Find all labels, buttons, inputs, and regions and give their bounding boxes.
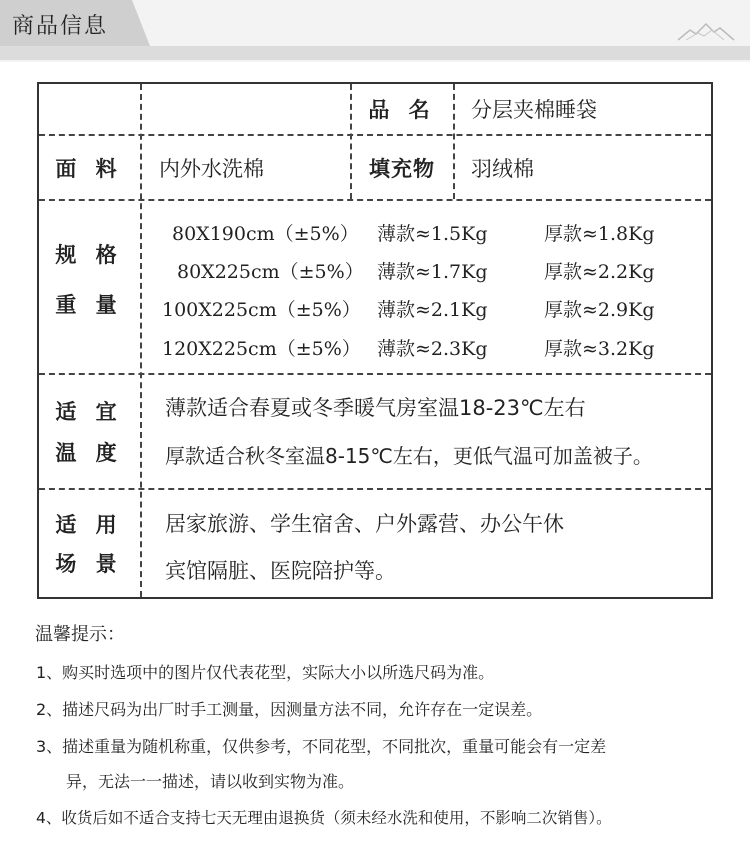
spec-thick-weight: 厚款≈1.8Kg	[544, 223, 655, 245]
scenario-line: 居家旅游、学生宿舍、户外露营、办公午休	[165, 512, 564, 536]
spec-thin-weight: 薄款≈1.7Kg	[377, 261, 488, 283]
spec-thick-weight: 厚款≈3.2Kg	[544, 338, 655, 360]
spec-thick-weight: 厚款≈2.2Kg	[544, 261, 655, 283]
spec-thin-weight: 薄款≈2.3Kg	[377, 338, 488, 360]
spec-size: 80X225cm（±5%）	[177, 261, 364, 283]
note-item: 4、收货后如不适合支持七天无理由退换货（须未经水洗和使用，不影响二次销售）。	[36, 809, 612, 827]
fabric-label: 面 料	[55, 156, 123, 181]
section-header	[0, 0, 750, 62]
temperature-label: 温 度	[55, 441, 123, 465]
fabric-value: 内外水洗棉	[159, 156, 264, 181]
notes-title: 温馨提示：	[35, 624, 125, 645]
scenario-label: 场 景	[55, 552, 123, 576]
section-title: 商品信息	[12, 14, 109, 39]
temperature-label: 适 宜	[55, 400, 123, 424]
spec-row	[144, 328, 704, 366]
header-rule	[0, 46, 750, 60]
spec-thin-weight: 薄款≈2.1Kg	[377, 299, 488, 321]
spec-row	[144, 289, 704, 327]
temperature-line: 厚款适合秋冬室温8-15℃左右，更低气温可加盖被子。	[165, 443, 653, 468]
spec-row	[144, 251, 704, 289]
note-item: 2、描述尺码为出厂时手工测量，因测量方法不同，允许存在一定误差。	[36, 700, 543, 719]
spec-row	[144, 213, 704, 251]
mountain-icon	[676, 20, 736, 42]
scenario-label: 适 用	[55, 513, 123, 537]
column-divider	[140, 84, 142, 597]
temperature-line: 薄款适合春夏或冬季暖气房室温18-23℃左右	[165, 396, 586, 420]
note-item-continued: 异，无法一一描述，请以收到实物为准。	[66, 772, 355, 791]
name-label: 品 名	[368, 98, 436, 122]
spec-size: 120X225cm（±5%）	[162, 338, 361, 360]
spec-label: 规 格	[55, 243, 123, 267]
name-value: 分层夹棉睡袋	[471, 98, 597, 122]
spec-thick-weight: 厚款≈2.9Kg	[544, 299, 655, 321]
scenario-line: 宾馆隔脏、医院陪护等。	[165, 559, 396, 583]
spec-size: 80X190cm（±5%）	[172, 223, 359, 245]
spec-size: 100X225cm（±5%）	[162, 299, 361, 321]
note-item: 3、描述重量为随机称重，仅供参考，不同花型，不同批次，重量可能会有一定差	[36, 737, 607, 756]
weight-label: 重 量	[55, 293, 123, 317]
note-item: 1、购买时选项中的图片仅代表花型，实际大小以所选尺码为准。	[36, 663, 495, 682]
filling-label: 填充物	[369, 156, 435, 181]
filling-value: 羽绒棉	[471, 156, 534, 181]
spec-thin-weight: 薄款≈1.5Kg	[377, 223, 488, 245]
column-divider	[453, 84, 455, 199]
product-info-table	[37, 82, 713, 599]
